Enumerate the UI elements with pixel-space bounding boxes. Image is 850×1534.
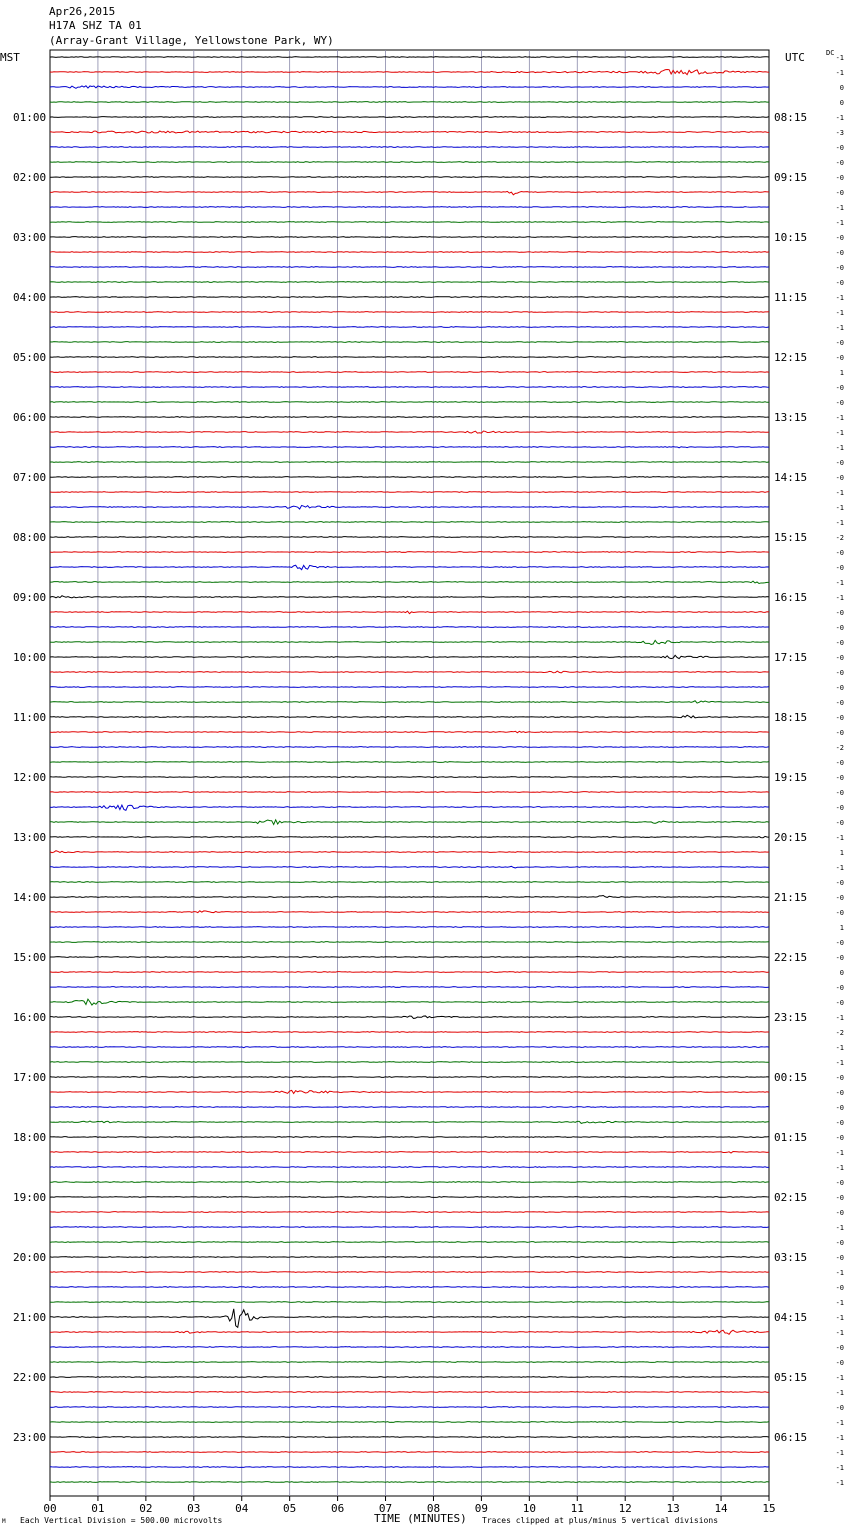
- trace-56: [50, 896, 769, 898]
- dc-offset-value: -0: [835, 474, 844, 482]
- x-tick-label: 05: [283, 1502, 297, 1515]
- dc-offset-value: -0: [835, 714, 844, 722]
- dc-offset-value: -0: [835, 1359, 844, 1367]
- trace-45: [50, 731, 769, 733]
- dc-offset-value: -0: [835, 699, 844, 707]
- left-time-label: 09:00: [13, 591, 47, 604]
- left-time-label: 11:00: [13, 711, 47, 724]
- dc-offset-value: -0: [835, 639, 844, 647]
- x-axis-label: TIME (MINUTES): [374, 1512, 467, 1525]
- dc-offset-value: -0: [835, 759, 844, 767]
- trace-86: [50, 1347, 769, 1348]
- trace-78: [50, 1227, 769, 1228]
- dc-offset-value: -2: [835, 744, 844, 752]
- trace-23: [50, 402, 769, 403]
- trace-28: [50, 477, 769, 478]
- dc-offset-value: -0: [835, 669, 844, 677]
- dc-offset-value: -1: [835, 309, 844, 317]
- trace-92: [50, 1437, 769, 1438]
- trace-25: [50, 431, 769, 433]
- trace-93: [50, 1452, 769, 1453]
- x-tick-label: 02: [139, 1502, 153, 1515]
- trace-17: [50, 312, 769, 313]
- dc-offset-value: -0: [835, 879, 844, 887]
- dc-offset-value: -0: [835, 1284, 844, 1292]
- dc-offset-value: -1: [835, 324, 844, 332]
- dc-offset-value: -0: [835, 1119, 844, 1127]
- right-time-label: 19:15: [774, 771, 808, 784]
- trace-2: [50, 86, 769, 89]
- trace-74: [50, 1167, 769, 1168]
- trace-30: [50, 505, 769, 509]
- right-time-label: 21:15: [774, 891, 808, 904]
- dc-offset-value: -2: [835, 534, 844, 542]
- right-time-label: 00:15: [774, 1071, 808, 1084]
- trace-14: [50, 267, 769, 268]
- left-time-label: 17:00: [13, 1071, 47, 1084]
- trace-48: [50, 777, 769, 778]
- right-time-label: 08:15: [774, 111, 808, 124]
- dc-offset-value: -0: [835, 684, 844, 692]
- trace-26: [50, 447, 769, 448]
- x-tick-label: 06: [330, 1502, 345, 1515]
- dc-offset-value: 1: [839, 924, 844, 932]
- dc-offset-value: -0: [835, 549, 844, 557]
- trace-32: [50, 537, 769, 538]
- dc-offset-value: -0: [835, 774, 844, 782]
- trace-76: [50, 1197, 769, 1198]
- dc-offset-value: -0: [835, 279, 844, 287]
- trace-47: [50, 762, 769, 763]
- left-time-label: 18:00: [13, 1131, 47, 1144]
- left-time-label: 20:00: [13, 1251, 47, 1264]
- trace-51: [50, 820, 769, 825]
- dc-offset-value: -0: [835, 1194, 844, 1202]
- x-tick-label: 03: [187, 1502, 201, 1515]
- trace-12: [50, 237, 769, 238]
- right-time-label: 05:15: [774, 1371, 808, 1384]
- right-time-label: 02:15: [774, 1191, 808, 1204]
- dc-offset-value: -0: [835, 1089, 844, 1097]
- left-time-label: 15:00: [13, 951, 47, 964]
- trace-81: [50, 1272, 769, 1273]
- dc-offset-value: -0: [835, 144, 844, 152]
- dc-offset-value: -1: [835, 1164, 844, 1172]
- dc-offset-value: -1: [835, 1434, 844, 1442]
- trace-61: [50, 972, 769, 973]
- left-time-label: 05:00: [13, 351, 47, 364]
- trace-69: [50, 1090, 769, 1093]
- right-time-label: 14:15: [774, 471, 808, 484]
- left-time-label: 12:00: [13, 771, 47, 784]
- left-time-label: 21:00: [13, 1311, 47, 1324]
- dc-offset-value: -0: [835, 1074, 844, 1082]
- dc-offset-value: -0: [835, 234, 844, 242]
- dc-offset-value: -0: [835, 1344, 844, 1352]
- trace-18: [50, 327, 769, 328]
- trace-66: [50, 1047, 769, 1048]
- trace-71: [50, 1121, 769, 1123]
- trace-91: [50, 1422, 769, 1423]
- dc-offset-value: -1: [835, 114, 844, 122]
- left-time-label: 16:00: [13, 1011, 47, 1024]
- right-time-label: 12:15: [774, 351, 808, 364]
- x-tick-label: 00: [43, 1502, 57, 1515]
- dc-offset-value: -1: [835, 1269, 844, 1277]
- dc-offset-value: -1: [835, 69, 844, 77]
- dc-offset-value: -0: [835, 384, 844, 392]
- dc-offset-value: -0: [835, 909, 844, 917]
- x-tick-label: 11: [570, 1502, 584, 1515]
- left-time-label: 22:00: [13, 1371, 47, 1384]
- trace-5: [50, 131, 769, 133]
- trace-13: [50, 252, 769, 253]
- trace-59: [50, 942, 769, 943]
- dc-offset-value: -0: [835, 999, 844, 1007]
- dc-offset-value: -0: [835, 789, 844, 797]
- dc-offset-value: -1: [835, 204, 844, 212]
- left-timezone-label: MST: [0, 51, 20, 64]
- trace-64: [50, 1016, 769, 1018]
- left-time-label: 06:00: [13, 411, 47, 424]
- x-tick-label: 12: [618, 1502, 632, 1515]
- x-tick-label: 04: [235, 1502, 249, 1515]
- dc-offset-value: -1: [835, 489, 844, 497]
- trace-27: [50, 462, 769, 463]
- trace-19: [50, 342, 769, 343]
- clipping-note: Traces clipped at plus/minus 5 vertical divisions: [482, 1516, 719, 1525]
- right-time-label: 13:15: [774, 411, 808, 424]
- x-tick-label: 09: [474, 1502, 489, 1515]
- dc-offset-value: -0: [835, 354, 844, 362]
- trace-35: [50, 581, 769, 583]
- dc-offset-value: -0: [835, 564, 844, 572]
- dc-offset-value: -0: [835, 819, 844, 827]
- trace-21: [50, 372, 769, 373]
- header-date: Apr26,2015: [49, 5, 116, 18]
- dc-offset-value: -0: [835, 1239, 844, 1247]
- x-tick-label: 14: [714, 1502, 728, 1515]
- trace-53: [50, 851, 769, 853]
- trace-79: [50, 1242, 769, 1243]
- trace-75: [50, 1182, 769, 1183]
- corner-mark: M: [2, 1518, 6, 1525]
- dc-offset-value: -1: [835, 504, 844, 512]
- dc-offset-value: -1: [835, 444, 844, 452]
- dc-offset-value: -0: [835, 399, 844, 407]
- trace-46: [50, 747, 769, 748]
- trace-0: [50, 57, 769, 58]
- dc-offset-value: -0: [835, 939, 844, 947]
- trace-82: [50, 1287, 769, 1288]
- left-time-label: 08:00: [13, 531, 47, 544]
- trace-88: [50, 1377, 769, 1378]
- dc-offset-value: -0: [835, 804, 844, 812]
- right-timezone-label: UTC: [785, 51, 805, 64]
- scale-note: Each Vertical Division = 500.00 microvolts: [20, 1516, 223, 1525]
- trace-43: [50, 701, 769, 703]
- trace-72: [50, 1137, 769, 1138]
- right-time-label: 16:15: [774, 591, 808, 604]
- x-tick-label: 10: [522, 1502, 536, 1515]
- trace-15: [50, 282, 769, 283]
- dc-offset-value: -1: [835, 429, 844, 437]
- trace-84: [50, 1309, 769, 1327]
- trace-44: [50, 715, 769, 718]
- dc-offset-value: -1: [835, 834, 844, 842]
- dc-offset-value: -0: [835, 249, 844, 257]
- dc-offset-value: 0: [839, 99, 844, 107]
- trace-29: [50, 492, 769, 493]
- x-tick-label: 07: [378, 1502, 393, 1515]
- dc-offset-value: -1: [835, 1059, 844, 1067]
- right-time-label: 01:15: [774, 1131, 808, 1144]
- left-time-label: 13:00: [13, 831, 47, 844]
- trace-94: [50, 1467, 769, 1468]
- left-time-label: 01:00: [13, 111, 47, 124]
- dc-offset-value: -1: [835, 1449, 844, 1457]
- trace-49: [50, 792, 769, 793]
- trace-8: [50, 177, 769, 178]
- right-time-label: 23:15: [774, 1011, 808, 1024]
- left-time-label: 03:00: [13, 231, 47, 244]
- dc-offset-value: 0: [839, 969, 844, 977]
- dc-offset-value: -0: [835, 189, 844, 197]
- trace-39: [50, 640, 769, 644]
- dc-offset-value: -1: [835, 1224, 844, 1232]
- header-station: H17A SHZ TA 01: [49, 19, 142, 32]
- trace-16: [50, 297, 769, 298]
- trace-89: [50, 1392, 769, 1393]
- trace-50: [50, 805, 769, 810]
- dc-offset-value: -0: [835, 954, 844, 962]
- trace-37: [50, 611, 769, 613]
- trace-85: [50, 1330, 769, 1334]
- dc-offset-value: -0: [835, 609, 844, 617]
- trace-24: [50, 417, 769, 418]
- trace-22: [50, 387, 769, 388]
- dc-offset-value: -1: [835, 1044, 844, 1052]
- left-time-label: 23:00: [13, 1431, 47, 1444]
- trace-60: [50, 957, 769, 958]
- dc-offset-value: -1: [835, 219, 844, 227]
- trace-80: [50, 1257, 769, 1258]
- dc-offset-value: -1: [835, 594, 844, 602]
- dc-offset-value: -0: [835, 894, 844, 902]
- dc-offset-value: -0: [835, 339, 844, 347]
- dc-offset-value: -0: [835, 624, 844, 632]
- right-time-label: 18:15: [774, 711, 808, 724]
- left-time-label: 07:00: [13, 471, 47, 484]
- trace-63: [50, 999, 769, 1005]
- dc-offset-value: -1: [835, 1389, 844, 1397]
- x-tick-label: 15: [762, 1502, 776, 1515]
- dc-offset-value: -1: [835, 864, 844, 872]
- dc-offset-value: -2: [835, 1029, 844, 1037]
- dc-offset-value: -3: [835, 129, 844, 137]
- dc-offset-value: -1: [835, 294, 844, 302]
- right-time-label: 09:15: [774, 171, 808, 184]
- trace-1: [50, 70, 769, 75]
- dc-offset-value: -0: [835, 1254, 844, 1262]
- trace-34: [50, 565, 769, 569]
- right-time-label: 06:15: [774, 1431, 808, 1444]
- trace-95: [50, 1482, 769, 1483]
- dc-offset-value: -1: [835, 1374, 844, 1382]
- trace-9: [50, 191, 769, 194]
- dc-offset-value: -0: [835, 1134, 844, 1142]
- trace-90: [50, 1407, 769, 1408]
- dc-offset-value: -0: [835, 1179, 844, 1187]
- dc-offset-value: -0: [835, 159, 844, 167]
- right-time-label: 17:15: [774, 651, 808, 664]
- trace-87: [50, 1362, 769, 1363]
- dc-offset-value: -1: [835, 414, 844, 422]
- dc-offset-value: -1: [835, 54, 844, 62]
- dc-offset-value: 1: [839, 849, 844, 857]
- right-time-label: 11:15: [774, 291, 808, 304]
- x-tick-label: 08: [426, 1502, 441, 1515]
- dc-offset-value: -1: [835, 1464, 844, 1472]
- right-time-label: 22:15: [774, 951, 808, 964]
- dc-offset-value: -0: [835, 264, 844, 272]
- trace-65: [50, 1032, 769, 1033]
- trace-40: [50, 655, 769, 658]
- dc-offset-value: -1: [835, 579, 844, 587]
- right-time-label: 10:15: [774, 231, 808, 244]
- dc-offset-value: -1: [835, 1299, 844, 1307]
- dc-offset-value: -1: [835, 1314, 844, 1322]
- trace-11: [50, 222, 769, 223]
- trace-33: [50, 552, 769, 553]
- x-tick-label: 13: [666, 1502, 680, 1515]
- trace-68: [50, 1077, 769, 1078]
- dc-offset-value: -0: [835, 654, 844, 662]
- trace-42: [50, 687, 769, 688]
- dc-offset-value: -1: [835, 1329, 844, 1337]
- trace-67: [50, 1062, 769, 1063]
- trace-77: [50, 1212, 769, 1213]
- dc-offset-value: 1: [839, 369, 844, 377]
- left-time-label: 02:00: [13, 171, 47, 184]
- left-time-label: 19:00: [13, 1191, 47, 1204]
- trace-83: [50, 1302, 769, 1303]
- dc-offset-value: -1: [835, 1149, 844, 1157]
- trace-58: [50, 927, 769, 928]
- trace-4: [50, 117, 769, 118]
- trace-55: [50, 882, 769, 883]
- dc-offset-value: -1: [835, 1014, 844, 1022]
- right-time-label: 03:15: [774, 1251, 808, 1264]
- trace-31: [50, 522, 769, 523]
- left-time-label: 04:00: [13, 291, 47, 304]
- header-location: (Array-Grant Village, Yellowstone Park, WY): [49, 34, 334, 47]
- trace-38: [50, 627, 769, 628]
- trace-10: [50, 207, 769, 208]
- trace-41: [50, 671, 769, 673]
- trace-57: [50, 911, 769, 913]
- dc-offset-value: -0: [835, 1209, 844, 1217]
- dc-offset-value: -1: [835, 1479, 844, 1487]
- trace-54: [50, 866, 769, 868]
- dc-offset-label: DC: [826, 49, 835, 57]
- right-time-label: 15:15: [774, 531, 808, 544]
- trace-20: [50, 357, 769, 358]
- dc-offset-value: -1: [835, 1419, 844, 1427]
- dc-offset-value: -0: [835, 1104, 844, 1112]
- dc-offset-value: 0: [839, 84, 844, 92]
- trace-73: [50, 1151, 769, 1153]
- dc-offset-value: -1: [835, 519, 844, 527]
- x-tick-label: 01: [91, 1502, 105, 1515]
- left-time-label: 10:00: [13, 651, 47, 664]
- dc-offset-value: -0: [835, 984, 844, 992]
- left-time-label: 14:00: [13, 891, 47, 904]
- trace-62: [50, 987, 769, 988]
- trace-7: [50, 162, 769, 163]
- trace-3: [50, 102, 769, 103]
- right-time-label: 20:15: [774, 831, 808, 844]
- dc-offset-value: -0: [835, 1404, 844, 1412]
- right-time-label: 04:15: [774, 1311, 808, 1324]
- trace-6: [50, 147, 769, 148]
- dc-offset-value: -0: [835, 729, 844, 737]
- trace-70: [50, 1107, 769, 1108]
- trace-52: [50, 836, 769, 837]
- trace-36: [50, 596, 769, 598]
- dc-offset-value: -0: [835, 459, 844, 467]
- dc-offset-value: -0: [835, 174, 844, 182]
